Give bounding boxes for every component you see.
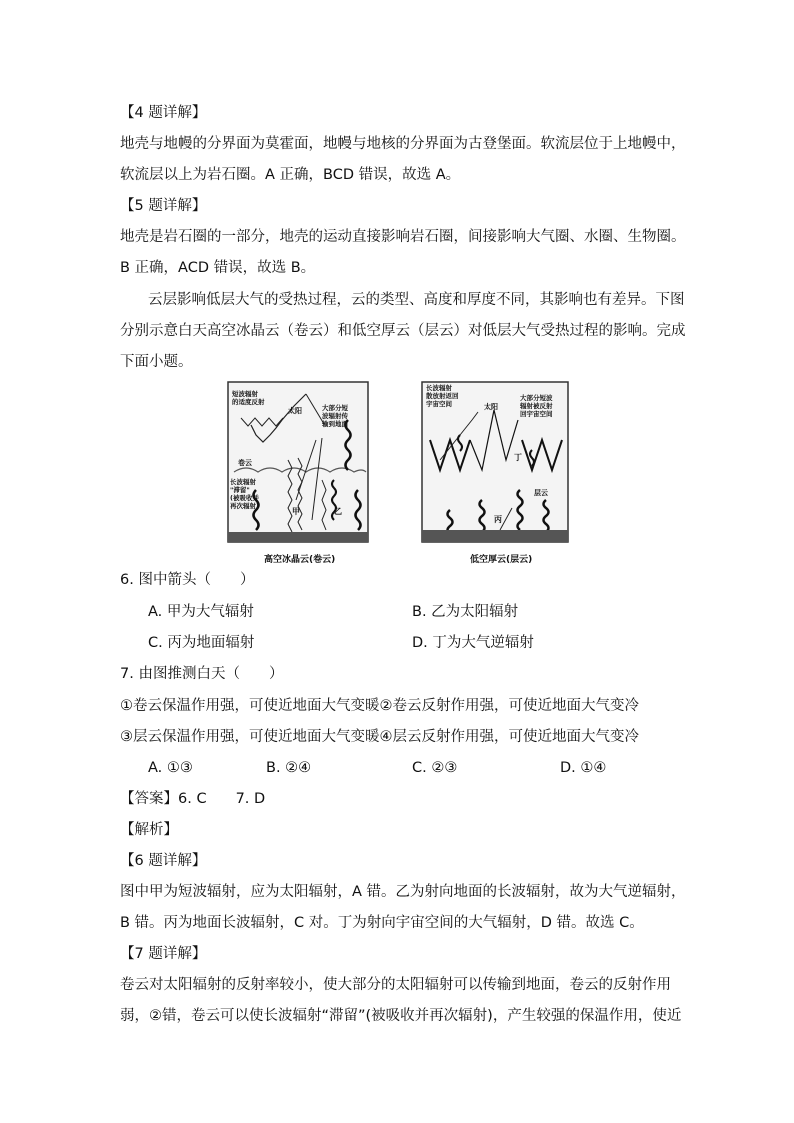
q7-statement-12: ①卷云保温作用强，可使近地面大气变暖②卷云反射作用强，可使近地面大气变冷 [120,698,639,714]
figure-cirrus [226,380,370,566]
cirrus-short-wave-label-2: 的适度反射 [232,398,265,406]
cirrus-cloud-label: 卷云 [238,459,252,467]
q7-detail-line2: 弱，②错，卷云可以使长波辐射“滞留”(被吸收并再次辐射)，产生较强的保温作用，使近 [120,1008,682,1024]
q6-option-c: C. 丙为地面辐射 [148,635,255,651]
q7-detail-line1: 卷云对太阳辐射的反射率较小，使大部分的太阳辐射可以传输到地面，卷云的反射作用 [120,977,671,993]
cirrus-long-wave-3: (被吸收并 [230,494,259,502]
stratus-long-escape-3: 宇宙空间 [426,400,452,408]
q4-line1: 地壳与地幔的分界面为莫霍面，地幔与地核的分界面为古登堡面。软流层位于上地幔中， [120,136,686,152]
q7-stem: 7. 由图推测白天（ ） [120,666,284,682]
q6-detail-line1: 图中甲为短波辐射，应为太阳辐射，A 错。乙为射向地面的长波辐射，故为大气逆辐射， [120,884,686,900]
stratus-cloud-label: 层云 [534,489,548,497]
q7-option-d: D. ①④ [560,760,607,776]
analysis-header: 【解析】 [120,822,178,838]
stratus-long-escape-1: 长波辐射 [426,384,452,392]
label-ding: 丁 [514,453,522,462]
q7-option-a: A. ①③ [148,760,193,776]
intro-line2: 分别示意白天高空冰晶云（卷云）和低空厚云（层云）对低层大气受热过程的影响。完成 [120,323,686,339]
q6-option-d: D. 丁为大气逆辐射 [412,635,534,651]
q5-header: 【5 题详解】 [120,198,207,214]
intro-line3: 下面小题。 [120,354,193,370]
cirrus-short-wave-label-1: 短波辐射 [232,390,258,398]
q7-statement-34: ③层云保温作用强，可使近地面大气变暖④层云反射作用强，可使近地面大气变冷 [120,729,639,745]
q4-line2: 软流层以上为岩石圈。A 正确，BCD 错误，故选 A。 [120,167,461,183]
cirrus-most-short-3: 输到地面 [322,420,348,428]
cirrus-most-short-2: 波辐射传 [322,412,348,420]
stratus-sun-label: 太阳 [484,403,498,411]
q7-detail-header: 【7 题详解】 [120,946,207,962]
cirrus-most-short-1: 大部分短 [322,404,348,412]
stratus-caption: 低空厚云(层云) [470,555,533,565]
stratus-most-short-1: 大部分短波 [520,394,553,402]
q6-option-a: A. 甲为大气辐射 [148,604,254,620]
cirrus-long-wave-1: 长波辐射 [230,478,256,486]
cirrus-sun-label: 太阳 [288,407,302,415]
label-jia: 甲 [292,507,300,516]
cirrus-long-wave-4: 再次辐射) [230,502,259,510]
stratus-most-short-2: 辐射被反射 [520,402,553,410]
q5-line1: 地壳是岩石圈的一部分，地壳的运动直接影响岩石圈，间接影响大气圈、水圈、生物圈。 [120,229,686,245]
q7-option-b: B. ②④ [266,760,312,776]
cirrus-long-wave-2: "滞留" [230,486,250,494]
label-yi: 乙 [334,507,342,516]
label-bing: 丙 [494,515,502,524]
figure-stratus [420,380,570,566]
cirrus-caption: 高空冰晶云(卷云) [264,555,336,565]
q5-line2: B 正确，ACD 错误，故选 B。 [120,260,316,276]
q6-detail-line2: B 错。丙为地面长波辐射，C 对。丁为射向宇宙空间的大气辐射，D 错。故选 C。 [120,915,644,931]
q6-option-b: B. 乙为太阳辐射 [412,604,519,620]
stratus-long-escape-2: 散放射返回 [426,392,459,400]
q6-detail-header: 【6 题详解】 [120,853,207,869]
intro-line1: 云层影响低层大气的受热过程，云的类型、高度和厚度不同，其影响也有差异。下图 [148,292,685,308]
q7-option-c: C. ②③ [412,760,458,776]
q4-header: 【4 题详解】 [120,105,207,121]
answer-line: 【答案】6. C 7. D [120,791,266,807]
q6-stem: 6. 图中箭头（ ） [120,572,255,588]
stratus-most-short-3: 回宇宙空间 [520,410,553,418]
